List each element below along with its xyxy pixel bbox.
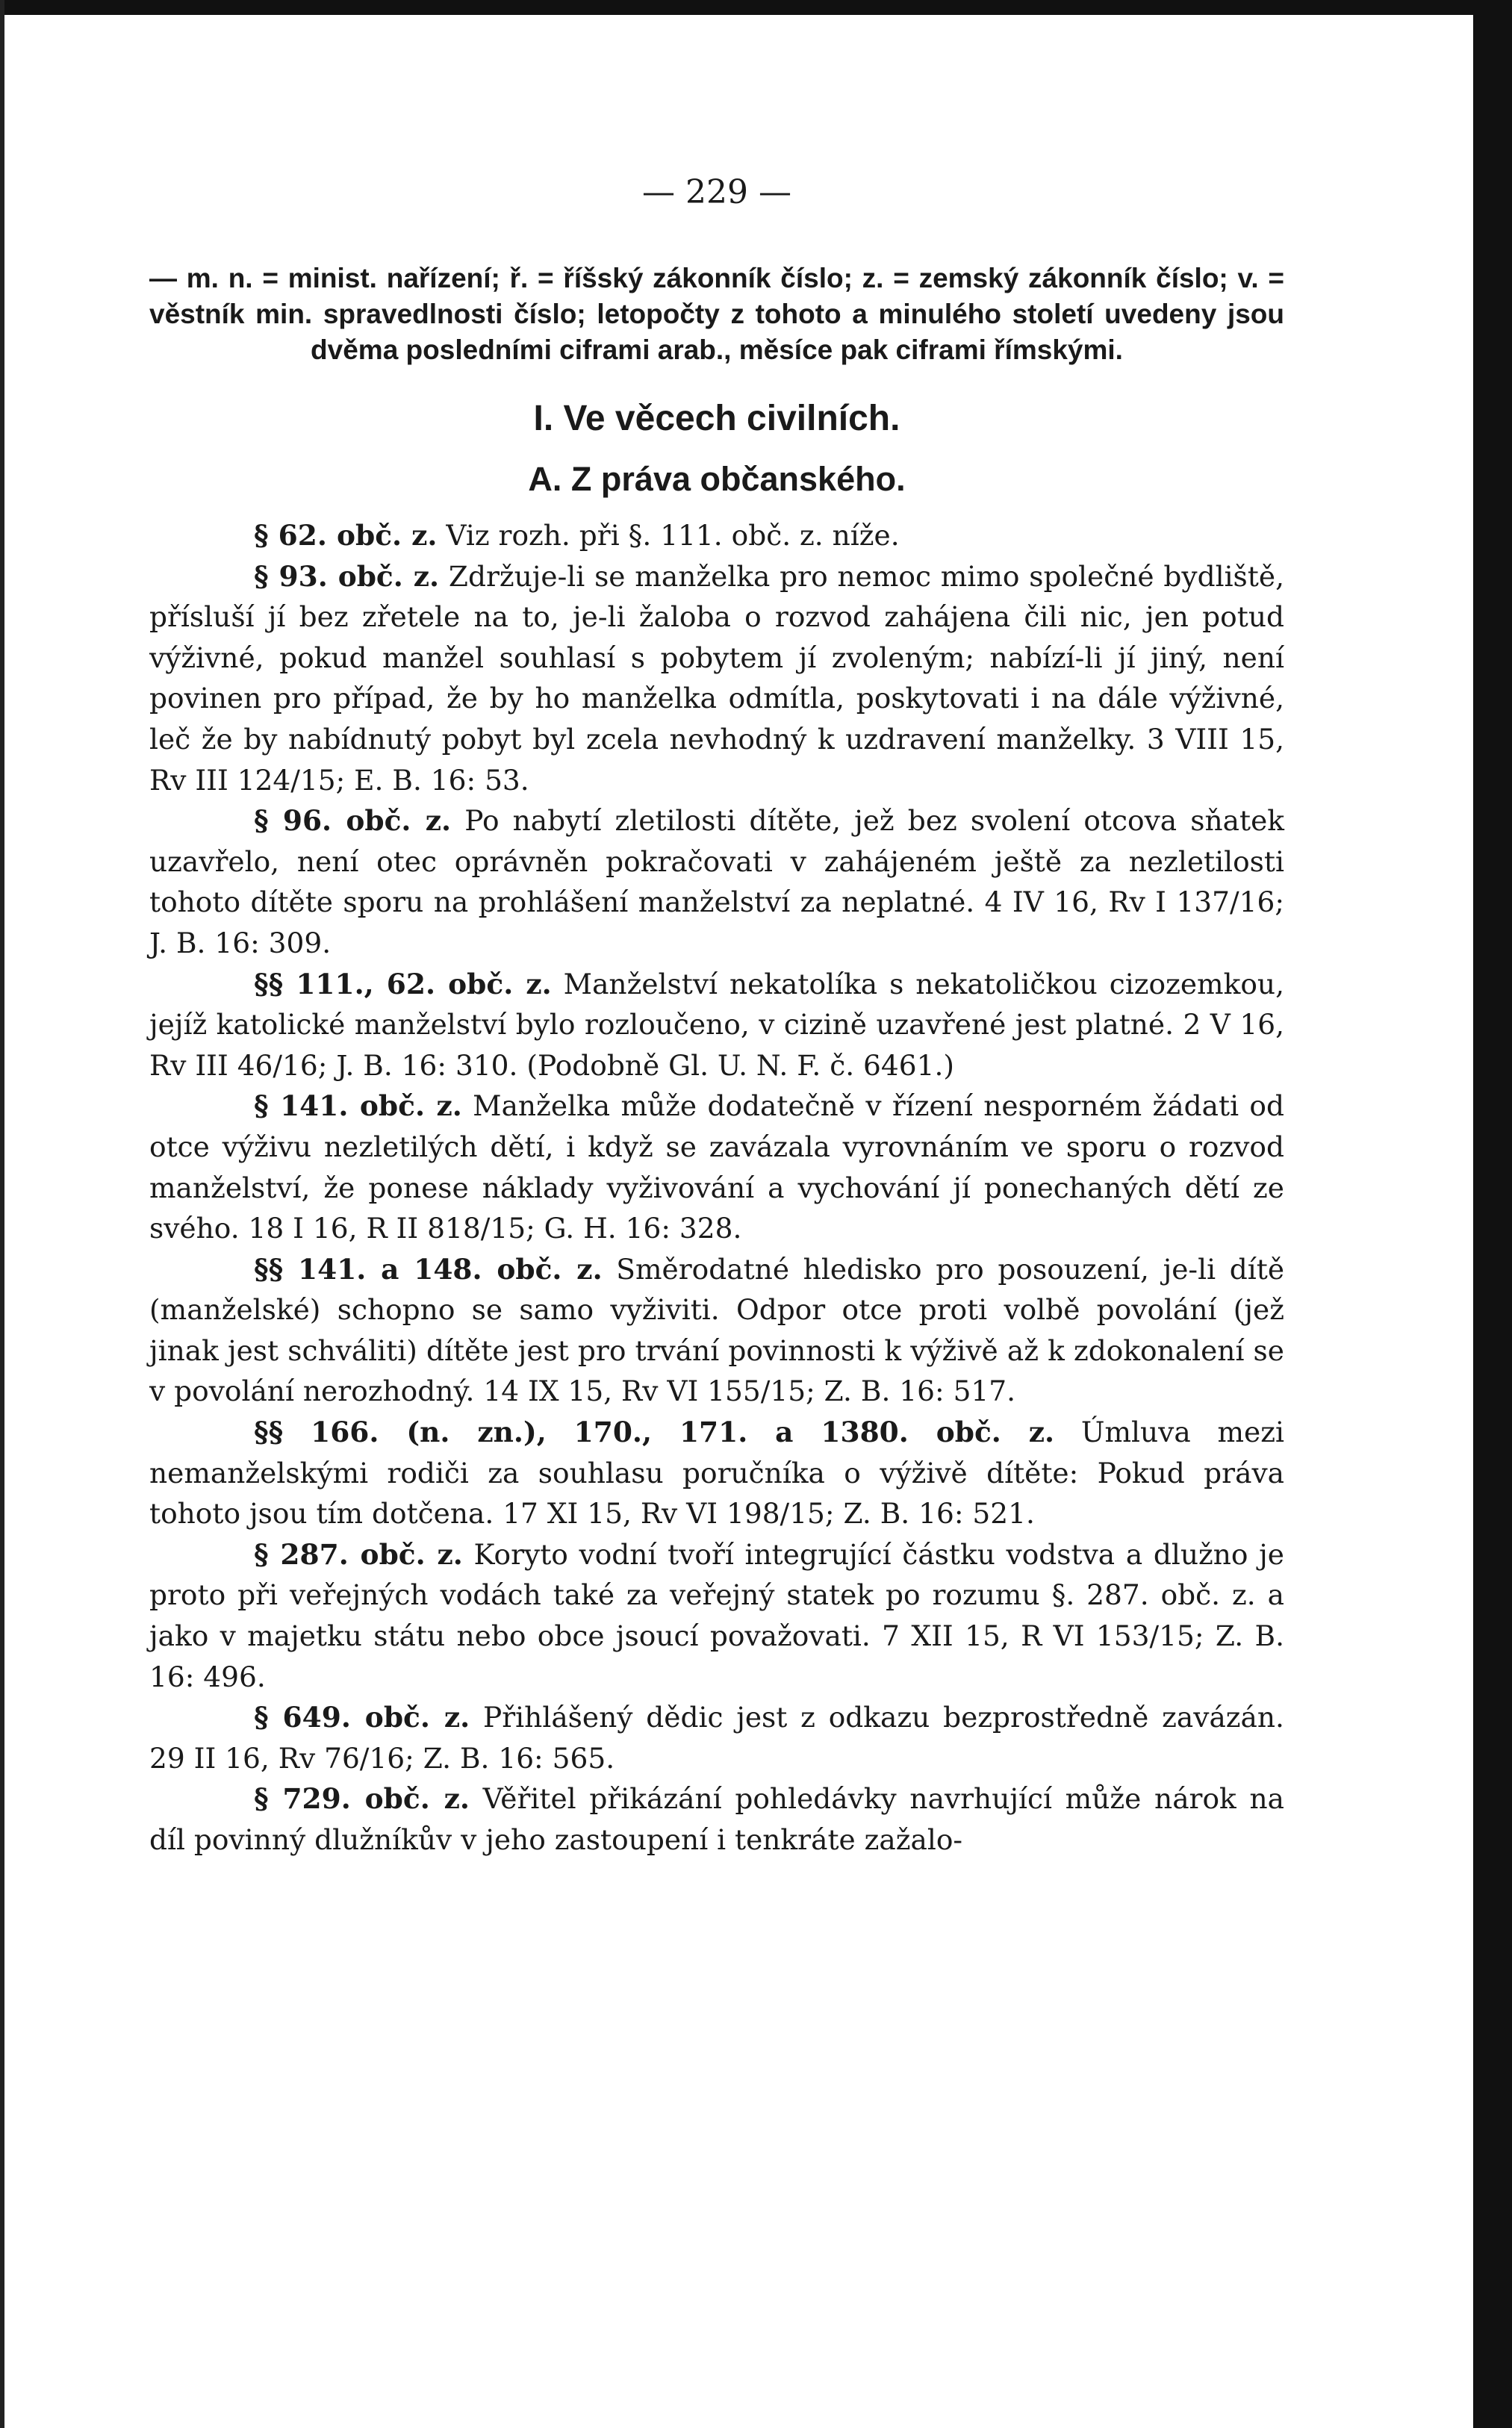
section-heading: I. Ve věcech civilních.: [533, 399, 900, 438]
entry-reference: § 93. obč. z.: [254, 559, 440, 593]
entry-93: [149, 556, 1284, 801]
entry-text: Úmluva mezi nemanželskými rodiči za souhlasu poručníka o výživě dítěte: Pokud práva tohoto jsou tím dotčena. 17 XI 15, Rv VI 198/15; Z. B. 16: 521.: [149, 1416, 1284, 1531]
entry-reference: § 62. obč. z.: [254, 519, 438, 552]
abbreviations-note: — m. n. = minist. nařízení; ř. = říšský zákonník číslo; z. = zemský zákonník číslo; v. = věstník min. spravedlnosti číslo; letopočty z tohoto a minulého století uvedeny jsou dvěma posledními ciframi arab., měsíce pak ciframi římskými.: [149, 263, 1284, 365]
entry-text: Koryto vodní tvoří integrující částku vodstva a dlužno je proto při veřejných vodách také za veřejný statek po rozumu §. 287. obč. z. a jako v majetku státu nebo obce jsoucí považovati. 7 XII 15, R VI 153/15; Z. B. 16: 496.: [149, 1537, 1284, 1693]
entry-text: Manželství nekatolíka s nekatoličkou cizozemkou, jejíž katolické manželství bylo rozloučeno, v cizině uzavřené jest platné. 2 V 16, Rv III 46/16; J. B. 16: 310. (Podobně Gl. U. N. F. č. 6461.): [149, 967, 1284, 1082]
subsection-heading: A. Z práva občanského.: [528, 460, 906, 498]
entry-649: [149, 1697, 1284, 1778]
entry-text: Směrodatné hledisko pro posouzení, je-li dítě (manželské) schopno se samo vyživiti. Odpor otce proti volbě povolání (jež jinak jest schváliti) dítěte jest pro trvání povinnosti k výživě až k zdokonalení se v povolání nerozhodný. 14 IX 15, Rv VI 155/15; Z. B. 16: 517.: [149, 1252, 1285, 1408]
entry-111: [149, 964, 1284, 1086]
entry-text: Přihlášený dědic jest z odkazu bezprostředně zavázán. 29 II 16, Rv 76/16; Z. B. 16: 565.: [149, 1701, 1284, 1775]
entry-reference: § 729. obč. z.: [254, 1782, 470, 1816]
entry-reference: § 96. obč. z.: [254, 804, 452, 838]
scan-border-right: [1473, 0, 1512, 2428]
entry-text: Po nabytí zletilosti dítěte, jež bez svolení otcova sňatek uzavřelo, není otec oprávněn pokračovati v zahájeném ještě za nezletilosti tohoto dítěte sporu na prohlášení manželství za neplatné. 4 IV 16, Rv I 137/16; J. B. 16: 309.: [149, 804, 1284, 959]
entry-729: [149, 1778, 1284, 1860]
entry-text: Viz rozh. při §. 111. obč. z. níže.: [437, 519, 900, 552]
entry-reference: §§ 166. (n. zn.), 170., 171. a 1380. obč. z.: [254, 1416, 1055, 1449]
entry-text: Manželka může dodatečně v řízení nesporném žádati od otce výživu nezletilých dětí, i když se zavázala vyrovnáním ve sporu o rozvod manželství, že ponese náklady vyživování a vychování jí ponechaných dětí ze svého. 18 I 16, R II 818/15; G. H. 16: 328.: [149, 1089, 1284, 1245]
entry-reference: § 649. obč. z.: [254, 1701, 470, 1734]
entry-reference: §§ 141. a 148. obč. z.: [254, 1252, 603, 1286]
entry-141-148: [149, 1249, 1284, 1412]
entry-96: [149, 800, 1284, 963]
page-number: — 229 —: [642, 173, 791, 211]
entry-text: Věřitel přikázání pohledávky navrhující může nárok na díl povinný dlužníkův v jeho zastoupení i tenkráte zažalo-: [149, 1782, 1284, 1856]
entry-reference: §§ 111., 62. obč. z.: [254, 967, 552, 1000]
scan-border-left: [0, 0, 4, 2428]
entry-141: [149, 1086, 1284, 1248]
document-page: [149, 173, 1284, 1861]
entry-reference: § 141. obč. z.: [254, 1089, 462, 1123]
entry-166: [149, 1412, 1284, 1534]
entry-62: [149, 515, 1284, 556]
scan-border-top: [0, 0, 1512, 15]
entry-reference: § 287. obč. z.: [254, 1537, 463, 1571]
entry-287: [149, 1534, 1284, 1697]
entry-text: Zdržuje-li se manželka pro nemoc mimo společné bydliště, přísluší jí bez zřetele na to, je-li žaloba o rozvod zahájena čili nic, jen potud výživné, pokud manžel souhlasí s pobytem jí zvoleným; nabízí-li jí jiný, není povinen pro případ, že by ho manželka odmítla, poskytovati i na dále výživné, leč že by nabídnutý pobyt byl zcela nevhodný k uzdravení manželky. 3 VIII 15, Rv III 124/15; E. B. 16: 53.: [149, 559, 1284, 797]
